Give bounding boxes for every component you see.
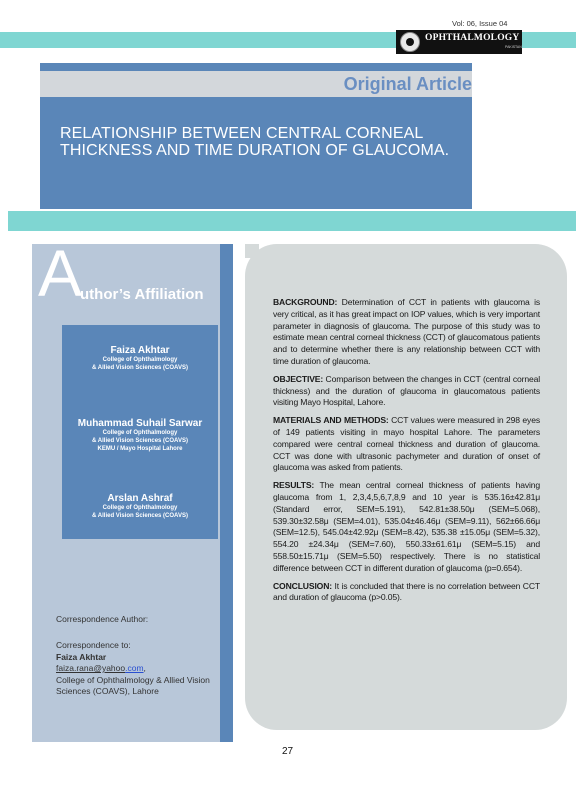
author-institution-line: College of Ophthalmology: [102, 430, 178, 436]
abstract-results: [273, 480, 540, 574]
affiliation-heading: uthor’s Affiliation: [80, 286, 204, 303]
email-trailing: ,: [143, 663, 146, 673]
correspondence-block: [56, 640, 228, 698]
author-entry: [62, 345, 218, 372]
author-institution-line: KEMU / Mayo Hospital Lahore: [97, 446, 183, 452]
background-label: BACKGROUND:: [273, 297, 338, 307]
correspondence-email[interactable]: [56, 663, 228, 675]
volume-issue: Vol: 06, Issue 04: [452, 19, 508, 28]
affiliation-heading-initial: A: [38, 236, 83, 310]
author-list: [62, 325, 218, 539]
mid-decorative-band: [8, 211, 576, 231]
author-name: Muhammad Suhail Sarwar: [77, 418, 203, 429]
abstract-conclusion: [273, 581, 540, 605]
page-number: 27: [282, 746, 294, 757]
article-type: Original Article: [343, 74, 472, 94]
methods-text: CCT values were measured in 298 eyes of 149 patients visiting in mayo hospital Lahore. The parameters compared were central corneal thickness and duration of glaucoma. CCT was done with ultrasonic pachymeter and duration of onset of glaucoma was asked from patients.: [273, 415, 540, 473]
correspondence-name: Faiza Akhtar: [56, 651, 107, 662]
conclusion-label: CONCLUSION:: [273, 580, 332, 591]
abstract-objective: [273, 374, 540, 409]
results-text: The mean central corneal thickness of patients having glaucoma from 1, 2,3,4,5,6,7,8,9 and 10 year is 535.16±42.81μ (Standard error, SEM=5.191), 542.81±38.50μ (SEM=5.068), 539.30±32.58μ (SEM=4.01), 535.04±46.46μ (SEM=9.11), 562±66.66μ (SEM=12.5), 545.04±42.92μ (SEM=8.42), 535.38 ±15.05μ (SEM=5.32), 554.20 ±24.34μ (SEM=7.60), 550.33±61.61μ (SEM=5.15) and 558.50±15.71μ (SEM=5.50) respectively. There is no statistical difference between CCT in different duration of glaucoma (p=0.654).: [273, 480, 540, 573]
author-name: Arslan Ashraf: [107, 493, 173, 504]
author-institution-line: College of Ophthalmology: [102, 505, 178, 511]
correspondence-to-label: Correspondence to:: [56, 640, 131, 650]
author-institution-line: & Allied Vision Sciences (COAVS): [92, 365, 188, 371]
author-institution-line: & Allied Vision Sciences (COAVS): [92, 513, 188, 519]
journal-logo-text: OPHTHALMOLOGY: [425, 33, 520, 43]
background-text: Determination of CCT in patients with glaucoma is very critical, as it has great impact on IOP values, which is very important parameter in diagnosis of glaucoma. The purpose of this study was to estimate mean central corneal thickness (CCT) of glaucomatous patients and to determine whether there is any relationship between CCT with time duration of glaucoma.: [273, 297, 540, 366]
email-user[interactable]: faiza.rana@yahoo: [56, 663, 126, 673]
author-name: Faiza Akhtar: [110, 345, 170, 356]
journal-logo-subtext: PAKISTAN: [505, 45, 522, 49]
article-title: RELATIONSHIP BETWEEN CENTRAL CORNEAL THICKNESS AND TIME DURATION OF GLAUCOMA.: [60, 125, 450, 159]
author-institution-line: College of Ophthalmology: [102, 357, 178, 363]
correspondence-address: College of Ophthalmology & Allied Vision Sciences (COAVS), Lahore: [56, 674, 210, 696]
abstract-background: [273, 297, 540, 368]
author-entry: [62, 493, 218, 520]
article-type-bar: [40, 71, 472, 97]
conclusion-text: It is concluded that there is no correlation between CCT and duration of glaucoma (p>0.05).: [273, 580, 540, 603]
objective-text: Comparison between the changes in CCT (central corneal thickness) and the duration of glaucoma in glaucomatous patients visiting Mayo Hospital, Lahore.: [273, 373, 540, 408]
objective-label: OBJECTIVE:: [273, 373, 324, 384]
abstract-text: [273, 297, 540, 610]
author-entry: [62, 418, 218, 453]
correspondence-heading: Correspondence Author:: [56, 614, 149, 624]
author-institution-line: & Allied Vision Sciences (COAVS): [92, 438, 188, 444]
results-label: RESULTS:: [273, 480, 315, 491]
methods-label: MATERIALS AND METHODS:: [273, 415, 389, 426]
eye-icon: [400, 32, 420, 52]
email-domain[interactable]: .com: [125, 663, 144, 673]
abstract-methods: [273, 415, 540, 474]
